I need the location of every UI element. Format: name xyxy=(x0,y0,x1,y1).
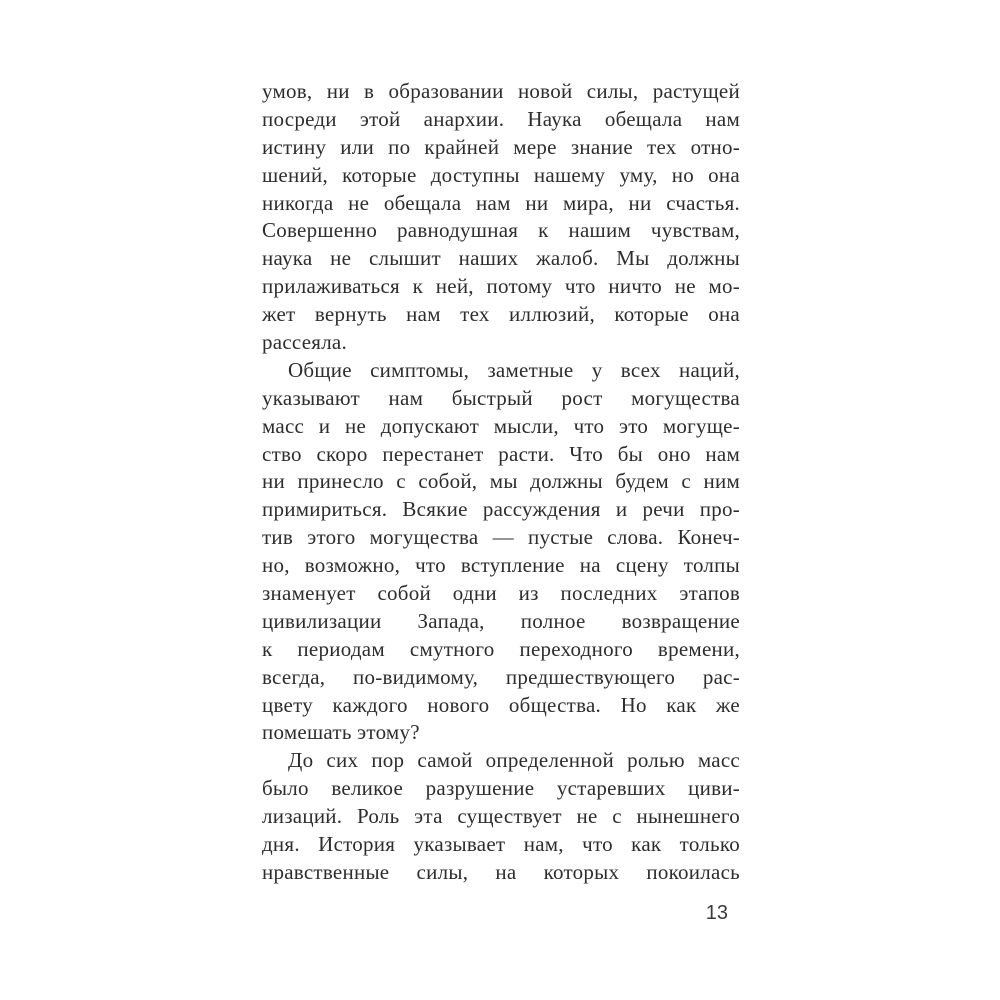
page-number: 13 xyxy=(705,902,728,924)
text-line: ни принесло с собой, мы должны будем с ним xyxy=(262,469,740,494)
text-line: наука не слышит наших жалоб. Мы должны xyxy=(262,246,740,271)
page-text-block xyxy=(262,78,740,887)
text-line: нравственные силы, на которых покоилась xyxy=(262,859,740,884)
text-line: указывают нам быстрый рост могущества xyxy=(262,385,740,410)
text-line: цвету каждого нового общества. Но как же xyxy=(262,692,740,717)
text-line: всегда, по-видимому, предшествующего рас- xyxy=(262,664,740,689)
text-line: Совершенно равнодушная к нашим чувствам, xyxy=(262,218,740,243)
text-line: знаменует собой одни из последних этапов xyxy=(262,581,740,606)
paragraph xyxy=(262,747,740,886)
text-line: рассеяла. xyxy=(262,330,347,355)
paragraph xyxy=(262,357,740,747)
text-line: жет вернуть нам тех иллюзий, которые она xyxy=(262,302,740,327)
text-line: истину или по крайней мере знание тех отно- xyxy=(262,134,740,159)
text-line: было великое разрушение устаревших циви- xyxy=(262,776,740,801)
text-line: цивилизации Запада, полное возвращение xyxy=(262,608,740,633)
text-line: ство скоро перестанет расти. Что бы оно нам xyxy=(262,441,740,466)
text-line: До сих пор самой определенной ролью масс xyxy=(288,748,740,773)
text-line: прилаживаться к ней, потому что ничто не мо- xyxy=(262,274,740,299)
paragraph xyxy=(262,78,740,357)
text-line: никогда не обещала нам ни мира, ни счастья. xyxy=(262,190,740,215)
text-line: помешать этому? xyxy=(262,720,420,745)
text-line: примириться. Всякие рассуждения и речи про- xyxy=(262,497,740,522)
text-line: лизаций. Роль эта существует не с нынешнего xyxy=(262,804,740,829)
text-line: посреди этой анархии. Наука обещала нам xyxy=(262,106,740,131)
text-line: Общие симптомы, заметные у всех наций, xyxy=(288,357,740,382)
text-line: масс и не допускают мысли, что это могуще- xyxy=(262,413,740,438)
text-line: но, возможно, что вступление на сцену толпы xyxy=(262,553,740,578)
text-line: дня. История указывает нам, что как только xyxy=(262,832,740,857)
text-line: к периодам смутного переходного времени, xyxy=(262,636,740,661)
text-line: шений, которые доступны нашему уму, но она xyxy=(262,162,740,187)
text-line: тив этого могущества — пустые слова. Конеч- xyxy=(262,525,740,550)
text-line: умов, ни в образовании новой силы, растущей xyxy=(262,79,740,103)
